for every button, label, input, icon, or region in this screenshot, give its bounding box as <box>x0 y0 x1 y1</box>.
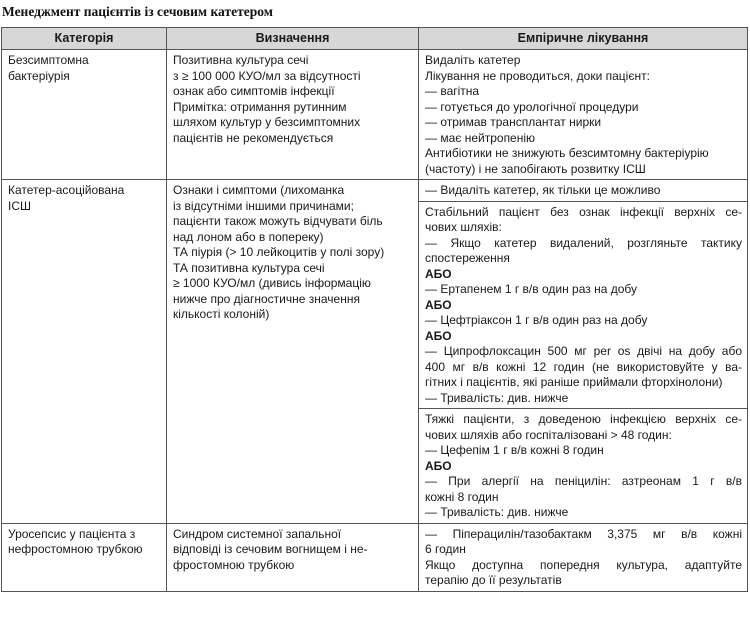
definition-cell <box>167 180 419 524</box>
page-title: Менеджмент пацієнтів із сечовим катетером <box>2 4 273 19</box>
cell-line: 6 годин <box>425 542 466 556</box>
cell-line: ознак або симптомів інфекції <box>173 84 335 98</box>
treatment-cell <box>419 50 748 180</box>
cell-line: Якщо доступна попередня культура, адаптуйте <box>425 557 742 572</box>
cell-line: спостереження <box>425 251 510 265</box>
cell-line: — Видаліть катетер, як тільки це можливо <box>425 183 661 197</box>
cell-line: Антибіотики не знижують безсимтомну бактеріурію <box>425 146 709 160</box>
table-row <box>2 50 748 180</box>
header-category: Категорія <box>2 28 167 50</box>
cell-line: ТА піурія (> 10 лейкоцитів у полі зору) <box>173 245 385 259</box>
cell-line: Позитивна культура сечі <box>173 53 309 67</box>
cell-line: Катетер-асоційована <box>8 183 125 197</box>
cell-line: чових шляхів: <box>425 220 502 234</box>
cell-line: Уросепсис у пацієнта з <box>8 526 136 541</box>
cell-line: — Ципрофлоксацин 500 мг per os двічі на добу або <box>425 344 742 358</box>
definition-cell <box>167 523 419 591</box>
or-label: АБО <box>425 458 452 473</box>
category-cell <box>2 523 167 591</box>
treatment-cell <box>419 523 748 591</box>
cell-line: — готується до урологічної процедури <box>425 99 639 114</box>
or-label: АБО <box>425 297 452 312</box>
cell-line: — Піперацилін/тазобактакм 3,375 мг в/в кожні <box>425 526 742 541</box>
cell-line: — отримав трансплантат нирки <box>425 115 602 129</box>
cell-line: Видаліть катетер <box>425 53 521 67</box>
cell-line: Примітка: отримання рутинним <box>173 99 347 114</box>
treatment-cell-severe <box>419 409 748 524</box>
cell-line: відповіді із сечовим вогнищем і не- <box>173 542 368 556</box>
cell-line: (частоту) і не запобігають розвитку ІСШ <box>425 161 646 176</box>
cell-line: нижче про діагностичне значення <box>173 291 360 306</box>
cell-line: з ≥ 100 000 КУО/мл за відсутності <box>173 68 361 83</box>
header-treatment: Емпіричне лікування <box>419 28 748 50</box>
or-label: АБО <box>425 266 452 281</box>
cell-line: із відсутніми іншими причинами; <box>173 198 354 213</box>
cell-line: бактеріурія <box>8 68 70 83</box>
cell-line: кількості колоній) <box>173 307 270 321</box>
cell-line: ТА позитивна культура сечі <box>173 260 325 275</box>
cell-line: — При алергії на пеніцилін: азтреонам 1 г в/в <box>425 474 742 488</box>
cell-line: — має нейтропенію <box>425 130 536 145</box>
catheter-management-table <box>1 27 748 592</box>
treatment-cell-stable <box>419 201 748 409</box>
cell-line: Безсимптомна <box>8 53 89 67</box>
cell-line: чових шляхів або госпіталізовані > 48 годин: <box>425 427 672 442</box>
cell-line: кожні 8 годин <box>425 489 499 504</box>
cell-line: — вагітна <box>425 84 480 98</box>
cell-line: пацієнти також можуть відчувати біль <box>173 214 383 228</box>
cell-line: 400 мг в/в кожні 12 годин (не використовуйте у ва- <box>425 359 742 374</box>
cell-line: Ознаки і симптоми (лихоманка <box>173 183 345 197</box>
cell-line: — Цефтріаксон 1 г в/в один раз на добу <box>425 313 648 327</box>
category-cell <box>2 180 167 524</box>
cell-line: над лоном або в поперекy) <box>173 229 324 244</box>
cell-line: — Ертапенем 1 г в/в один раз на добу <box>425 282 638 296</box>
cell-line: Лікування не проводиться, доки пацієнт: <box>425 68 650 83</box>
table-row <box>2 523 748 591</box>
definition-cell <box>167 50 419 180</box>
cell-line: Синдром системної запальної <box>173 526 342 541</box>
cell-line: Стабільний пацієнт без ознак інфекції верхніх се- <box>425 204 742 219</box>
cell-line: Тяжкі пацієнти, з доведеною інфекцією верхніх се- <box>425 412 742 426</box>
cell-line: фростомною трубкою <box>173 557 295 572</box>
category-cell <box>2 50 167 180</box>
cell-line: пацієнтів не рекомендується <box>173 130 334 145</box>
table-row <box>2 180 748 202</box>
cell-line: ІСШ <box>8 198 31 213</box>
cell-line: шляхом культур у безсимптомних <box>173 115 361 129</box>
table-header-row <box>2 28 748 50</box>
cell-line: гітних і пацієнтів, які раніше приймали фторхінолони) <box>425 375 723 389</box>
cell-line: ≥ 1000 КУО/мл (дивись інформацію <box>173 276 371 290</box>
header-definition: Визначення <box>167 28 419 50</box>
cell-line: терапію до її результатів <box>425 573 562 587</box>
cell-line: нефростомною трубкою <box>8 542 143 556</box>
cell-line: — Тривалість: див. нижче <box>425 505 569 519</box>
cell-line: — Цефепім 1 г в/в кожні 8 годин <box>425 443 604 457</box>
or-label: АБО <box>425 328 452 343</box>
cell-line: — Якщо катетер видалений, розгляньте тактику <box>425 235 742 250</box>
cell-line: — Тривалість: див. нижче <box>425 390 569 405</box>
treatment-cell-remove <box>419 180 748 202</box>
